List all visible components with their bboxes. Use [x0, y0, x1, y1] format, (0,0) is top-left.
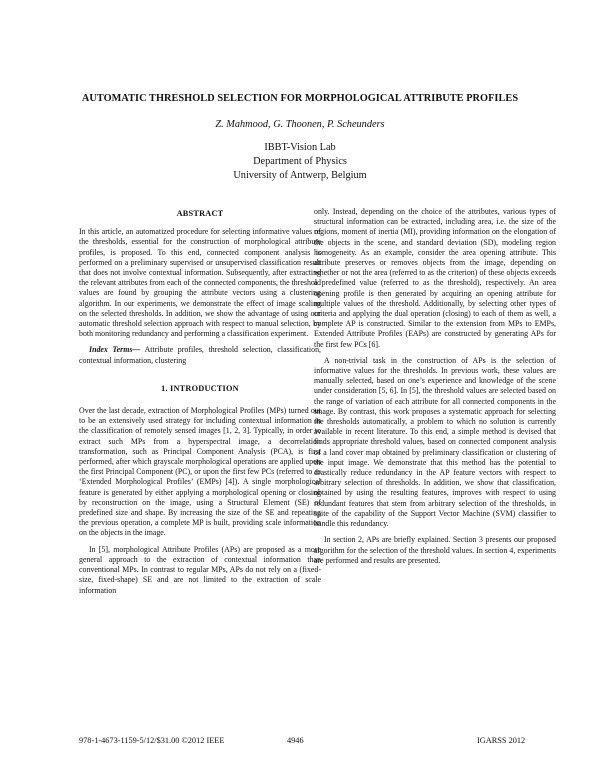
- intro-paragraph-1: Over the last decade, extraction of Morphological Profiles (MPs) turned out to be an extensively used strategy for including contextual information in the classification of remotely sensed images [1, 2, 3]. Typically, in order to extract such MPs from a hyperspectral image, a decorrelation transformation, such as Principal Component Analysis (PCA), is first performed, after which grayscale morphological operations are applied upon the first Principal Component (PC), or upon the first few PCs (referred to as ‘Extended Morphological Profiles’ (EMPs) [4]). A single morphological feature is generated by either applying a morphological opening or closing by reconstruction on the image, using a Structural Element (SE) of predefined size and shape. By increasing the size of the SE and repeating the previous operation, a complete MP is built, providing scale information on the objects in the image.: [79, 406, 321, 538]
- footer-copyright: 978-1-4673-1159-5/12/$31.00 ©2012 IEEE: [79, 736, 225, 745]
- paper-title: AUTOMATIC THRESHOLD SELECTION FOR MORPHOLOGICAL ATTRIBUTE PROFILES: [81, 93, 519, 104]
- index-terms-label: Index Terms—: [89, 345, 141, 355]
- intro-paragraph-5: In section 2, APs are briefly explained. Section 3 presents our proposed algorithm for the selection of the threshold values. In section 4, experiments are performed and results are presented.: [314, 535, 556, 565]
- footer-page-number: 4946: [287, 736, 304, 745]
- footer-conference: IGARSS 2012: [477, 736, 526, 745]
- affiliation-lab: IBBT-Vision Lab: [264, 142, 336, 153]
- right-column: [314, 207, 556, 572]
- introduction-heading: 1. INTRODUCTION: [161, 383, 239, 393]
- affiliation-university: University of Antwerp, Belgium: [233, 170, 367, 181]
- intro-paragraph-3: only. Instead, depending on the choice of the attributes, various types of structural information can be extracted, including area, i.e. the size of the regions, moment of inertia (MI), providing information on the elongation of the objects in the scene, and standard deviation (SD), modeling region homogeneity. As an example, consider the area opening attribute. This attribute preserves or removes objects from the image, depending on whether or not the area (referred to as the criterion) of these objects exceeds a predefined value (referred to as the threshold), respectively. An area opening profile is then generated by acquiring an opening attribute for multiple values of the threshold. Additionally, by selecting other types of criteria and applying the dual operation (closing) to each of them as well, a complete AP is constructed. Similar to the extension from MPs to EMPs, Extended Attribute Profiles (EAPs) are constructed by generating APs for the first few PCs [6].: [314, 207, 556, 349]
- intro-paragraph-4: A non-trivial task in the construction of APs is the selection of informative values for the thresholds. In previous work, these values are manually selected, based on one’s experience and knowledge of the scene under consideration [5, 6]. In [5], the threshold values are selected based on the range of variation of each attribute for all connected components in the image. By contrast, this work proposes a systematic approach for selecting the thresholds automatically, a problem to which no solution is currently available in recent literature. To this end, a simple method is devised that finds appropriate threshold values, based on connected component analysis of a land cover map obtained by preliminary classification or clustering of the input image. We demonstrate that this method has the potential to drastically reduce redundancy in the AP feature vectors with respect to arbitrary selection of thresholds. In addition, we show that classification, obtained by using the resulting features, improves with respect to using redundant features that stem from arbitrary selection of the thresholds, in spite of the capability of the Support Vector Machine (SVM) classifier to handle this redundancy.: [314, 355, 556, 529]
- index-terms-text: Attribute profiles, threshold selection, classification, contextual information, clustering: [79, 345, 321, 365]
- index-terms: [79, 345, 321, 365]
- affiliation-department: Department of Physics: [253, 156, 347, 167]
- left-column: [79, 207, 321, 602]
- intro-paragraph-2: In [5], morphological Attribute Profiles (APs) are proposed as a more general approach to the extraction of contextual information than conventional MPs. In contrast to regular MPs, APs do not rely on a (fixed-size, fixed-shape) SE and are not limited to the extraction of scale information: [79, 544, 321, 595]
- affiliation-block: [0, 141, 600, 183]
- abstract-text: In this article, an automatized procedure for selecting informative values of the thresholds, essential for the construction of morphological attribute profiles, is proposed. To this end, connected component analysis is performed on a preliminary supervised or unsupervised classification result that does not involve contextual information. Subsequently, after extracting the relevant attributes from each of the connected components, the threshold values are found by grouping the attribute vectors using a clustering algorithm. In our experiments, we demonstrate the effect of image scaling on the selected thresholds. In addition, we show the advantage of using our automatic threshold selection approach with respect to manual selection, by both monitoring redundancy and performing a classification experiment.: [79, 227, 321, 339]
- abstract-heading: ABSTRACT: [176, 209, 224, 218]
- paper-authors: Z. Mahmood, G. Thoonen, P. Scheunders: [215, 119, 385, 130]
